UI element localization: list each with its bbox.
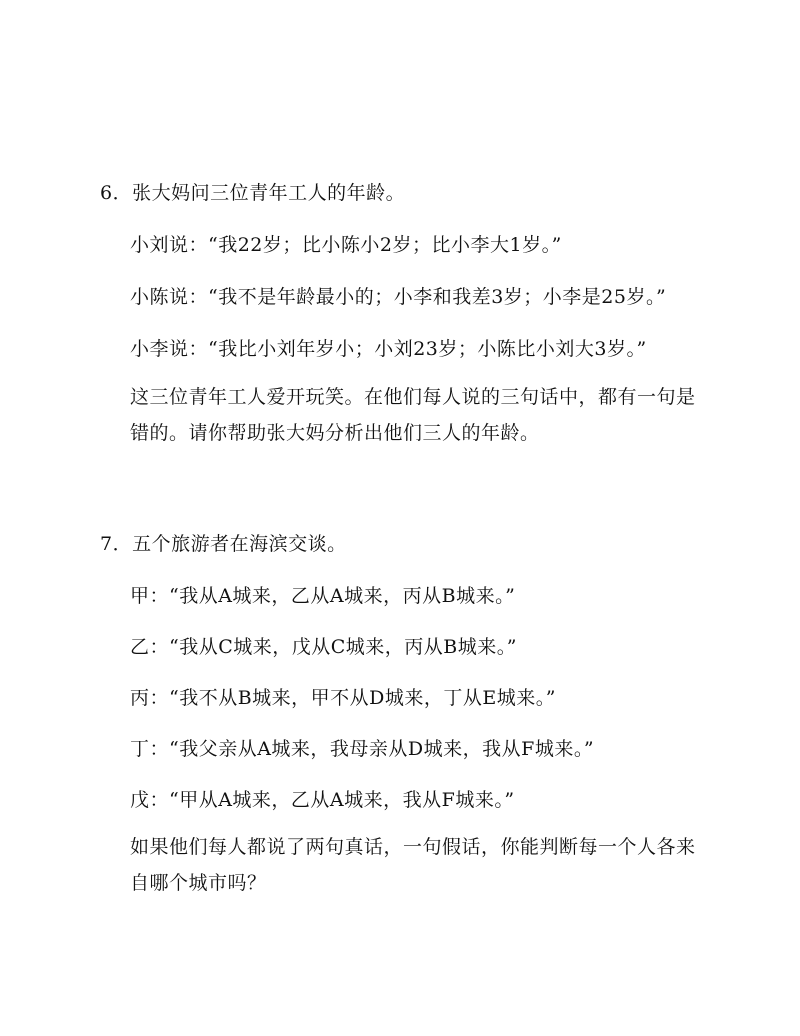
question-6-statement-xiaoliu: 小刘说：“我22岁；比小陈小2岁；比小李大1岁。” <box>130 234 562 256</box>
question-7-prompt: 如果他们每人都说了两句真话，一句假话，你能判断每一个人各来自哪个城市吗？ <box>130 836 696 894</box>
question-7-title: 7．五个旅游者在海滨交谈。 <box>100 533 347 555</box>
question-7-statement-wu: 戊：“甲从A城来，乙从A城来，我从F城来。” <box>130 789 515 811</box>
question-6-prompt: 这三位青年工人爱开玩笑。在他们每人说的三句话中，都有一句是错的。请你帮助张大妈分析出他们三人的年龄。 <box>130 386 696 444</box>
question-7-statement-yi: 乙：“我从C城来，戊从C城来，丙从B城来。” <box>130 636 517 658</box>
question-6-statement-xiaochen: 小陈说：“我不是年龄最小的；小李和我差3岁；小李是25岁。” <box>130 286 667 308</box>
question-6-title: 6．张大妈问三位青年工人的年龄。 <box>100 182 406 204</box>
question-7-statement-jia: 甲：“我从A城来，乙从A城来，丙从B城来。” <box>130 585 516 607</box>
question-6-statement-xiaoli: 小李说：“我比小刘年岁小；小刘23岁；小陈比小刘大3岁。” <box>130 338 647 360</box>
question-7-statement-bing: 丙：“我不从B城来，甲不从D城来，丁从E城来。” <box>130 687 556 709</box>
question-7-statement-ding: 丁：“我父亲从A城来，我母亲从D城来，我从F城来。” <box>130 738 595 760</box>
